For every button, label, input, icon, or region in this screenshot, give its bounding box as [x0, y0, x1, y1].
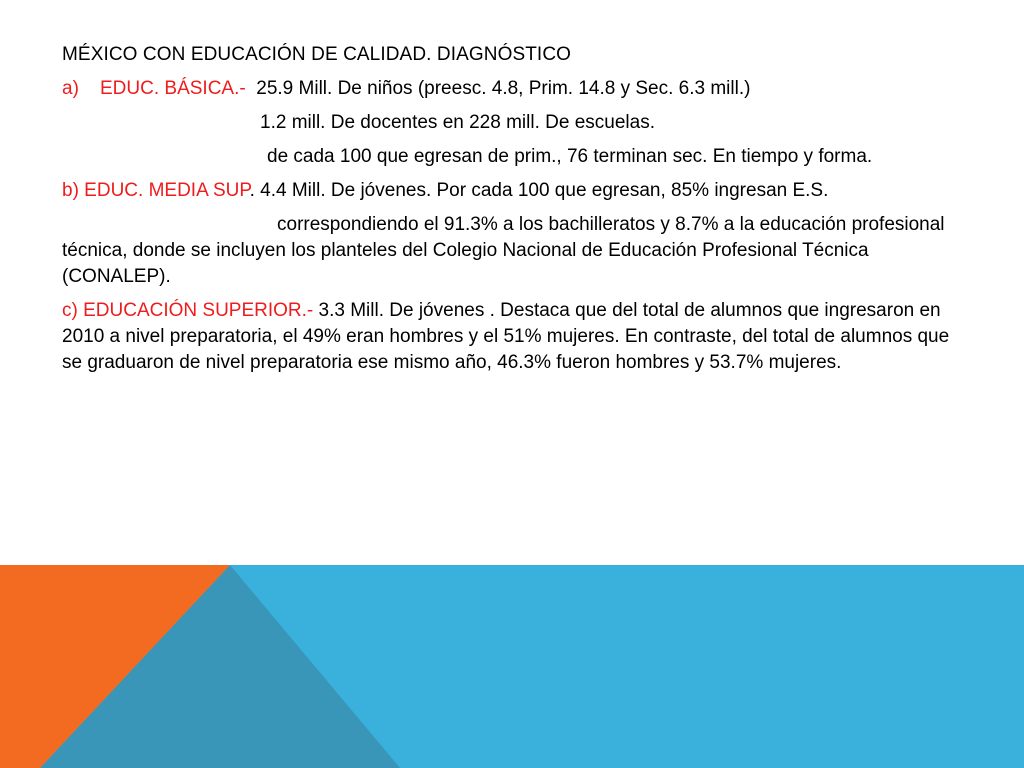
- basica-line-1: [62, 76, 972, 102]
- basica-marker: a): [62, 78, 79, 99]
- basica-line-3: de cada 100 que egresan de prim., 76 terminan sec. En tiempo y forma.: [267, 146, 873, 167]
- superior-label: c) EDUCACIÓN SUPERIOR.-: [62, 300, 314, 321]
- media-text-1: . 4.4 Mill. De jóvenes. Por cada 100 que egresan, 85% ingresan E.S.: [249, 180, 829, 201]
- media-label: b) EDUC. MEDIA SUP: [62, 180, 250, 201]
- media-line-2: [62, 212, 972, 290]
- decorative-footer-band: [0, 565, 1024, 768]
- superior-paragraph: [62, 298, 972, 376]
- superior-text: 3.3 Mill. De jóvenes . Destaca que del total de alumnos que ingresaron en 2010 a nivel preparatoria, el 49% eran hombres y el 51% mujeres. En contraste, del total de alumnos que se graduaron de nivel preparatoria ese mismo año, 46.3% fueron hombres y 53.7% mujeres.: [62, 300, 950, 373]
- basica-label: EDUC. BÁSICA.-: [100, 78, 246, 99]
- basica-text-1: 25.9 Mill. De niños (preesc. 4.8, Prim. 14.8 y Sec. 6.3 mill.): [256, 78, 751, 99]
- media-text-2: correspondiendo el 91.3% a los bachilleratos y 8.7% a la educación profesional técnica, donde se incluyen los planteles del Colegio Nacional de Educación Profesional Técnica (CONALEP).: [62, 214, 945, 287]
- slide-title: MÉXICO CON EDUCACIÓN DE CALIDAD. DIAGNÓSTICO: [62, 44, 572, 65]
- media-line-1: [62, 178, 972, 204]
- slide-content: [62, 42, 972, 384]
- basica-line-2: 1.2 mill. De docentes en 228 mill. De escuelas.: [260, 112, 655, 133]
